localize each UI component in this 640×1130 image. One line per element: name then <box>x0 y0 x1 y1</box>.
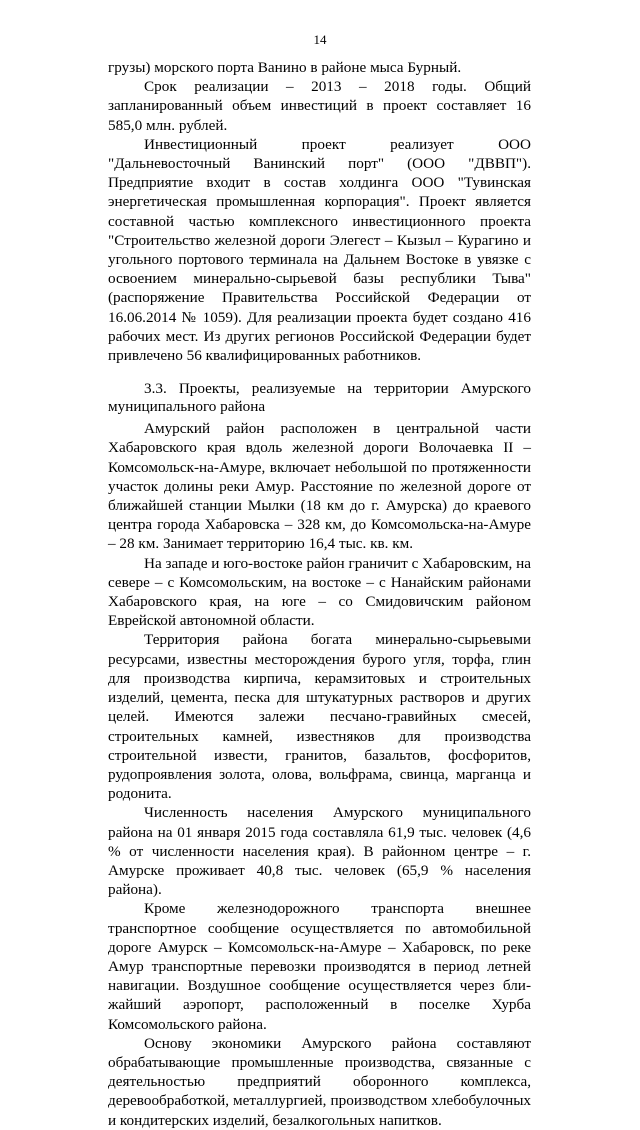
section-word-3: территории <box>374 380 449 398</box>
section-word-1: реализуемые <box>251 380 336 398</box>
section-heading-continuation: муниципального района <box>108 398 266 416</box>
paragraph-top-1: Срок реализации – 2013 – 2018 годы. Общий запланированный объем инвестиций в проект составляет 16 585,0 млн. рублей. <box>108 78 531 134</box>
section-word-4: Амурского <box>460 380 531 398</box>
paragraph-bottom-0: Амурский район расположен в центральной части Хабаровского края вдоль железной дороги Волочаевка II – Комсомольск-на-Амуре, включает небольшой по протяженности участок долины реки Амур. Расстояние по железной дороге от ближайшей станции Мылки (18 км до г. Амурска) до краевого центра города Хабаровска – 328 км, до Комсомольска-на-Амуре – 28 км. Занимает территорию 16,4 тыс. кв. км. <box>108 420 531 553</box>
section-word-2: на <box>347 380 363 398</box>
paragraph-bottom-2: Территория района богата минерально-сырьевыми ресурсами, известны месторождения бурого угля, торфа, глин для производства кирпича, керамзитовых и строительных изделий, цемента, песка для штукатурных растворов и других целей. Имеются залежи песчано-гравийных смесей, строительных камней, известняков для производства строительной извести, гранитов, базальтов, фосфоритов, рудопроявления золота, олова, вольфрама, свинца, марганца и родонита. <box>108 631 531 803</box>
paragraph-bottom-3: Численность населения Амурского муниципального района на 01 января 2015 года составляла 61,9 тыс. человек (4,6 % от численности населения края). В районном центре – г. Амурске проживает 40,8 тыс. человек (65,9 % населения района). <box>108 804 531 899</box>
section-number: 3.3. <box>144 380 167 398</box>
paragraph-top-2: Инвестиционный проект реализует ООО "Дальневосточный Ванинский порт" (ООО "ДВВП"). Предприятие входит в состав холдинга ООО "Тувинская энергетическая промышленная корпорация". Проект является составной частью комплексного инвестиционного проекта "Строительство железной дороги Элегест – Кызыл – Курагино и угольного портового терминала на Дальнем Востоке в увязке с освоением минерально-сырьевой базы республики Тыва" (распоряжение Правительства Российской Федерации от 16.06.2014 № 1059). Для реализации проекта будет создано 416 рабочих мест. Из других регионов Российской Федерации будет привлечено 56 квалифицированных работников. <box>108 135 531 365</box>
paragraph-top-0: грузы) морского порта Ванино в районе мыса Бурный. <box>108 59 462 76</box>
paragraph-bottom-5: Основу экономики Амурского района составляют обрабатывающие промышленные производства, связанные с деятельностью предприятий оборонного комплекса, деревообработкой, металлургией, производством хлебобулочных и кондитерских изделий, безалкогольных напитков. <box>108 1034 531 1129</box>
paragraph-bottom-1: На западе и юго-востоке район граничит с Хабаровским, на севере – с Комсомольским, на востоке – с Нанайским районами Хабаровского края, на юге – со Смидовичским районом Еврейской автономной области. <box>108 554 531 630</box>
section-heading <box>108 380 531 398</box>
section-word-0: Проекты, <box>178 380 240 398</box>
page-number: 14 <box>313 32 327 47</box>
section-spacer <box>108 365 531 380</box>
document-body <box>108 58 531 1130</box>
paragraph-bottom-4: Кроме железнодорожного транспорта внешнее транспортное сообщение осуществляется по автомобильной дороге Амурск – Комсомольск-на-Амуре – Хабаровск, по реке Амур транспортные перевозки производятся в период летней навигации. Воздушное сообщение осуществляется через ближайший аэропорт, расположенный в поселке Хурба Комсомольского района. <box>108 900 531 1033</box>
